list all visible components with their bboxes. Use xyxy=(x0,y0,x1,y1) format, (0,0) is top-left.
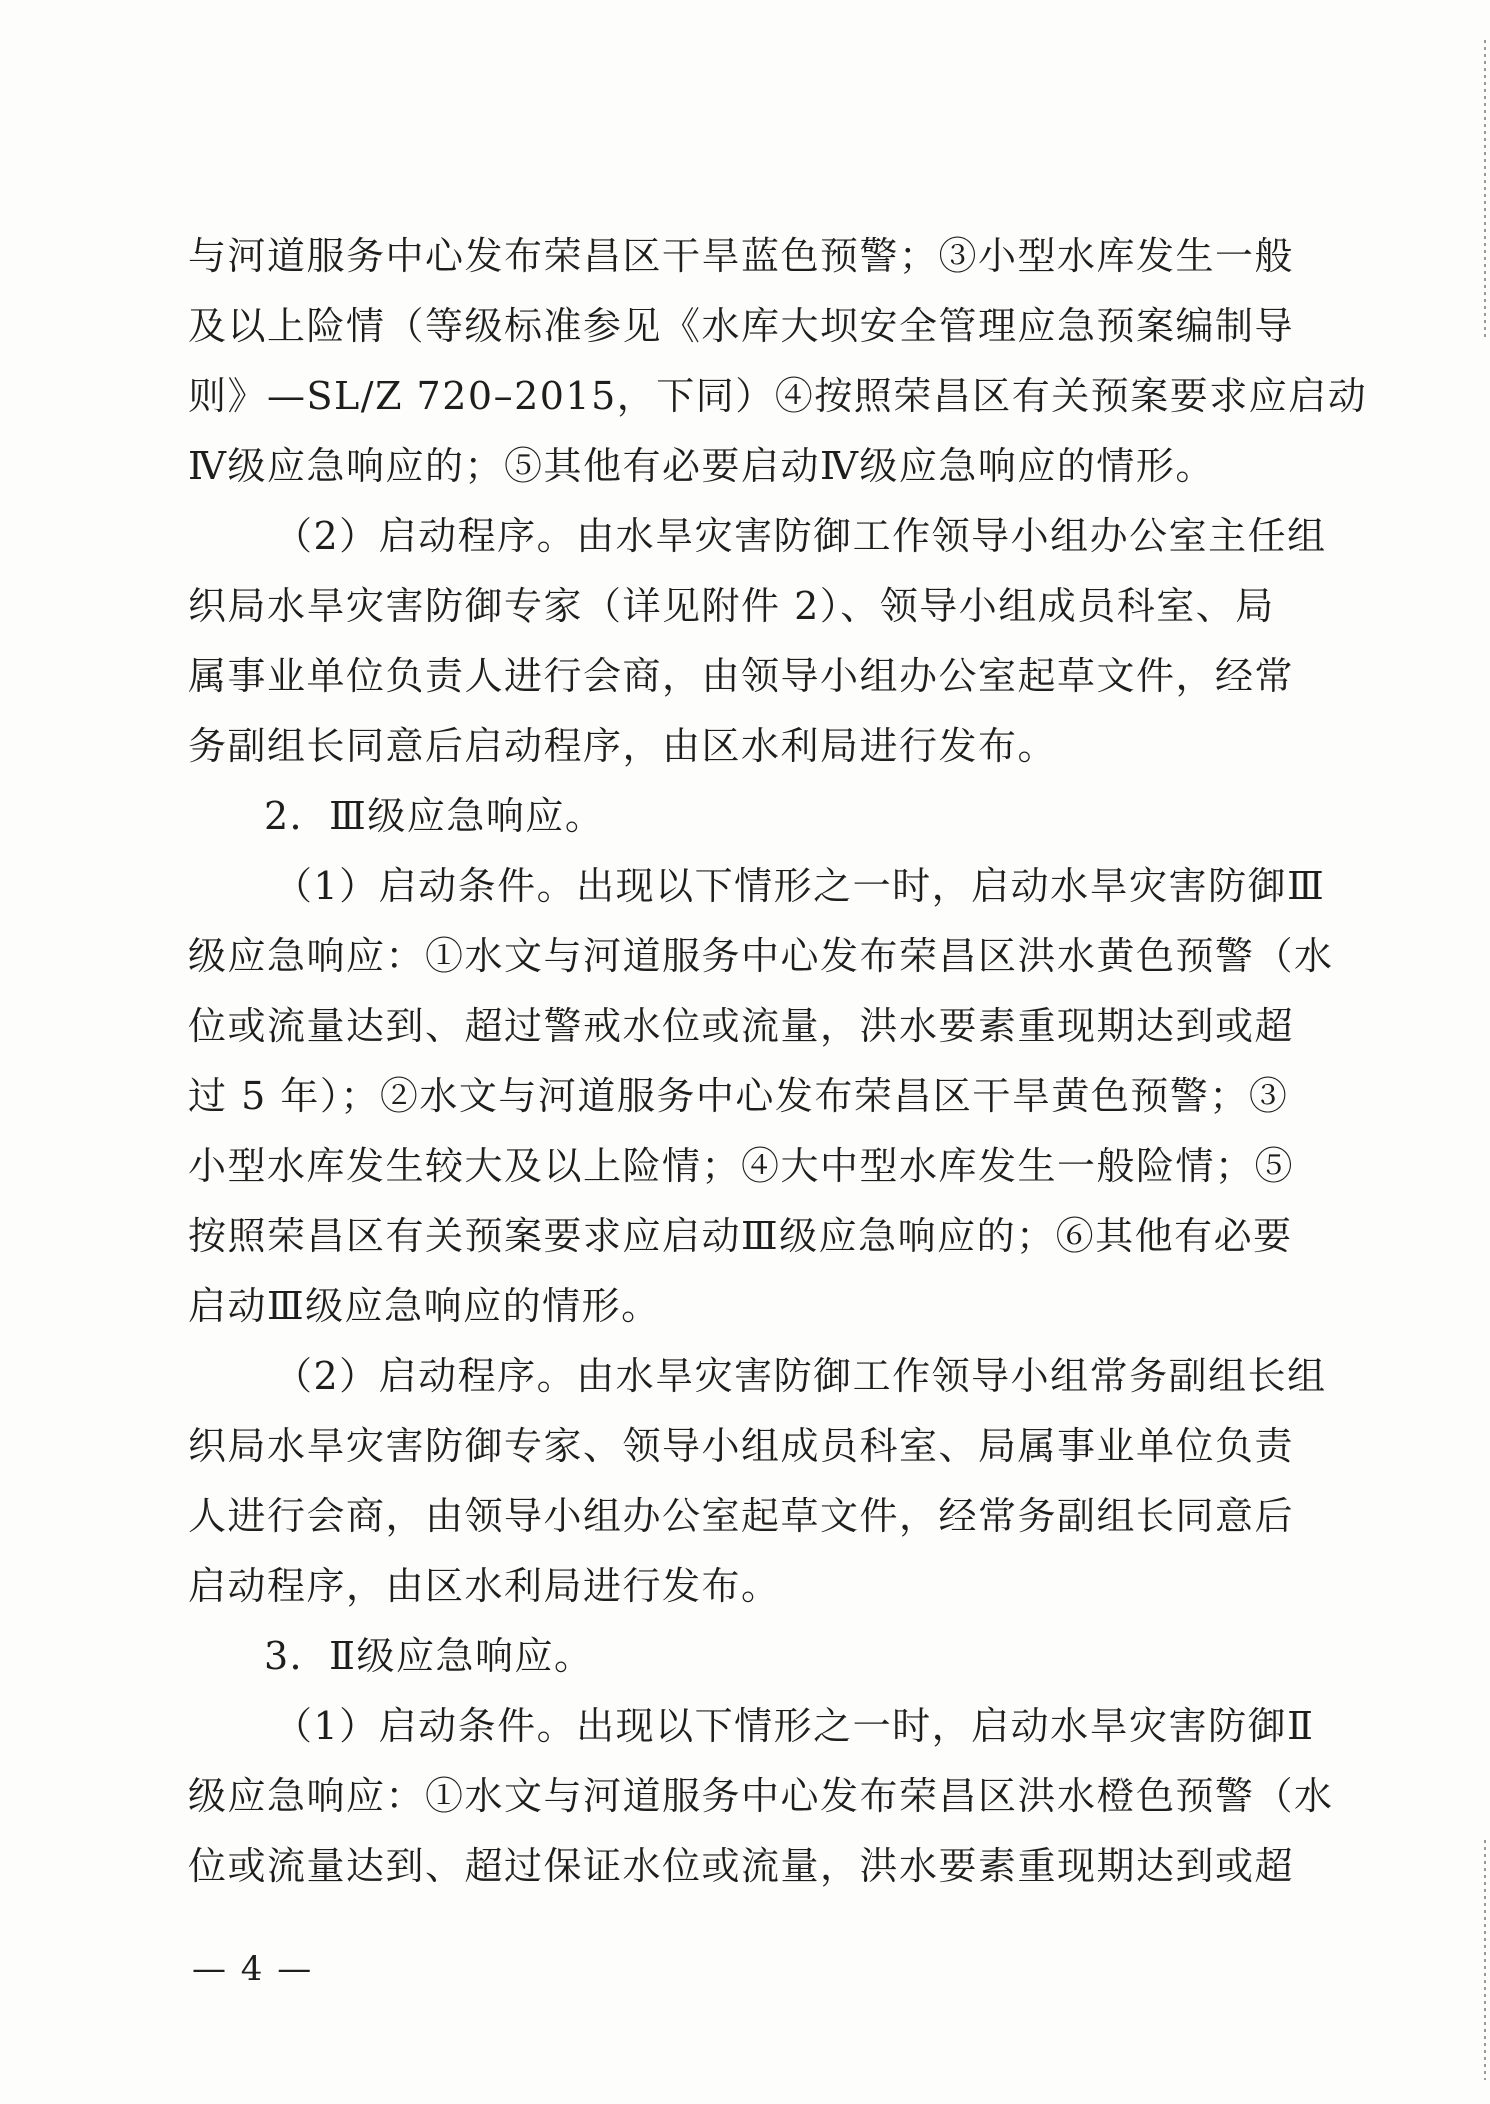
section-heading: 2．Ⅲ级应急响应。 xyxy=(264,794,605,838)
text-line: 位或流量达到、超过警戒水位或流量，洪水要素重现期达到或超 xyxy=(188,1004,1295,1048)
text-line: 级应急响应：①水文与河道服务中心发布荣昌区洪水橙色预警（水 xyxy=(188,1774,1334,1818)
text-line: 织局水旱灾害防御专家（详见附件 2）、领导小组成员科室、局 xyxy=(188,584,1275,628)
text-line: （2）启动程序。由水旱灾害防御工作领导小组常务副组长组 xyxy=(274,1354,1327,1398)
text-line: 及以上险情（等级标准参见《水库大坝安全管理应急预案编制导 xyxy=(188,304,1295,348)
text-line: （1）启动条件。出现以下情形之一时，启动水旱灾害防御Ⅲ xyxy=(274,864,1326,908)
text-line: 与河道服务中心发布荣昌区干旱蓝色预警；③小型水库发生一般 xyxy=(188,234,1295,278)
text-line: 位或流量达到、超过保证水位或流量，洪水要素重现期达到或超 xyxy=(188,1844,1295,1888)
text-line: 务副组长同意后启动程序，由区水利局进行发布。 xyxy=(188,724,1058,768)
text-line: 启动程序，由区水利局进行发布。 xyxy=(188,1564,781,1608)
text-line: 级应急响应：①水文与河道服务中心发布荣昌区洪水黄色预警（水 xyxy=(188,934,1334,978)
text-line: 织局水旱灾害防御专家、领导小组成员科室、局属事业单位负责 xyxy=(188,1424,1295,1468)
text-line: 小型水库发生较大及以上险情；④大中型水库发生一般险情；⑤ xyxy=(188,1144,1295,1188)
page-number: — 4 — xyxy=(192,1949,314,1989)
text-line: （2）启动程序。由水旱灾害防御工作领导小组办公室主任组 xyxy=(274,514,1327,558)
text-line: 过 5 年）；②水文与河道服务中心发布荣昌区干旱黄色预警；③ xyxy=(188,1074,1289,1118)
text-line: 人进行会商，由领导小组办公室起草文件，经常务副组长同意后 xyxy=(188,1494,1295,1538)
text-line: （1）启动条件。出现以下情形之一时，启动水旱灾害防御Ⅱ xyxy=(274,1704,1315,1748)
section-heading: 3．Ⅱ级应急响应。 xyxy=(264,1634,594,1678)
text-line: 属事业单位负责人进行会商，由领导小组办公室起草文件，经常 xyxy=(188,654,1295,698)
text-line: 则》—SL/Z 720–2015，下同）④按照荣昌区有关预案要求应启动 xyxy=(188,374,1368,418)
scan-edge-mark xyxy=(1484,1840,1486,2080)
text-line: Ⅳ级应急响应的；⑤其他有必要启动Ⅳ级应急响应的情形。 xyxy=(188,444,1215,488)
text-line: 启动Ⅲ级应急响应的情形。 xyxy=(188,1284,661,1328)
scan-edge-mark xyxy=(1484,40,1486,340)
text-line: 按照荣昌区有关预案要求应启动Ⅲ级应急响应的；⑥其他有必要 xyxy=(188,1214,1293,1258)
